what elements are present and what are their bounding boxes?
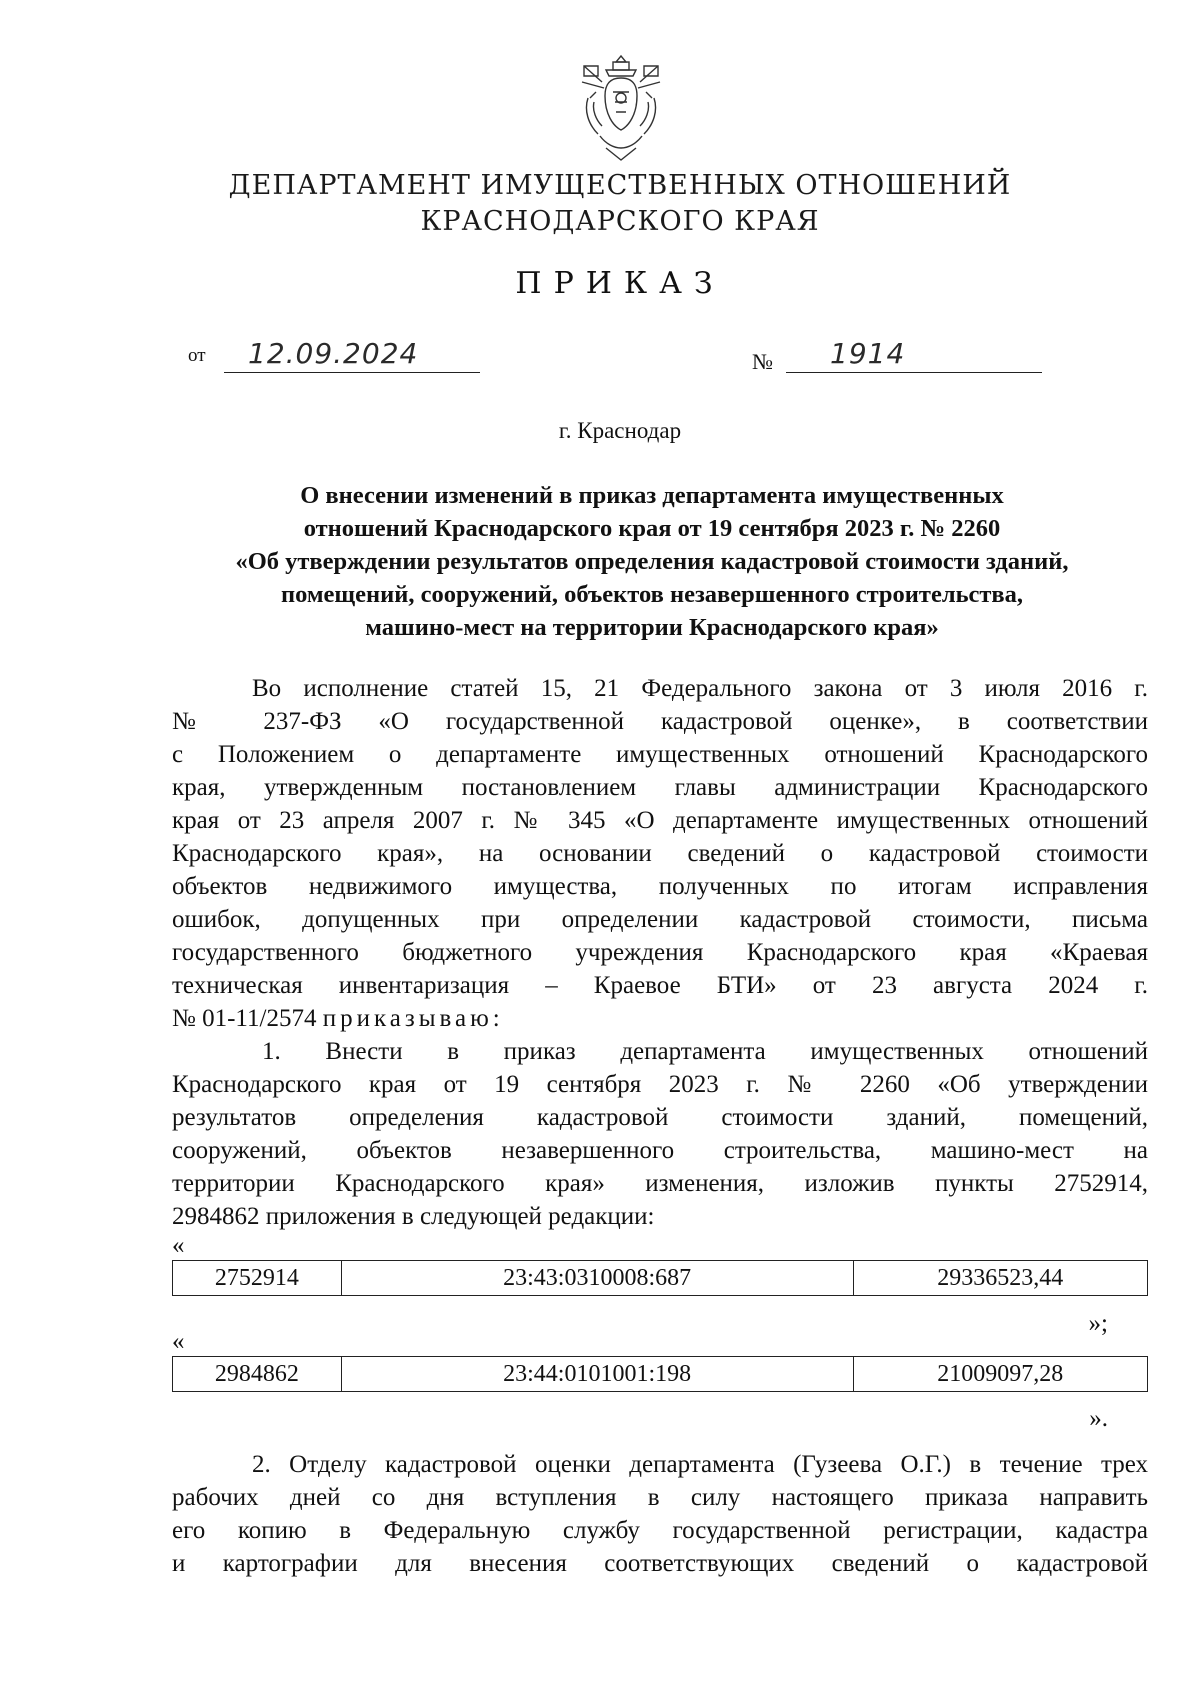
number-field [786,336,1042,373]
city-name: г. Краснодар [558,418,682,443]
department-name-line2: КРАСНОДАРСКОГО КРАЯ [420,206,820,237]
cadastral-value-cell: 29336523,44 [853,1261,1147,1296]
text-line: Краснодарского края», на основании сведений о кадастровой стоимости [172,840,1148,867]
quote-close-1: »; [1088,1310,1108,1337]
text-line: территории Краснодарского края» изменения, изложив пункты 2752914, [172,1170,1148,1197]
item-number-cell: 2984862 [173,1357,342,1392]
amendment-table-2 [172,1356,1148,1392]
cadastral-number-cell: 23:44:0101001:198 [341,1357,853,1392]
text-line: 2984862 приложения в следующей редакции: [172,1203,655,1230]
table-row [173,1357,1148,1392]
text-line: ошибок, допущенных при определении кадастровой стоимости, письма [172,906,1148,933]
table-row [173,1261,1148,1296]
letter-reference: № 01-11/2574 [172,1005,317,1032]
order-title-line: «Об утверждении результатов определения кадастровой стоимости зданий, [235,548,1069,575]
text-line: техническая инвентаризация – Краевое БТИ» от 23 августа 2024 г. [172,972,1148,999]
order-title-line: машино-мест на территории Краснодарского края» [365,614,939,641]
text-line: объектов недвижимого имущества, полученных по итогам исправления [172,873,1148,900]
text-line: результатов определения кадастровой стоимости зданий, помещений, [172,1104,1148,1131]
order-title-line: помещений, сооружений, объектов незавершенного строительства, [280,581,1024,608]
amendment-table-1 [172,1260,1148,1296]
text-line: государственного бюджетного учреждения Краснодарского края «Краевая [172,939,1148,966]
item-2-paragraph [172,1448,1148,1580]
text-line: Во исполнение статей 15, 21 Федерального закона от 3 июля 2016 г. [252,675,1148,702]
text-line: 2. Отделу кадастровой оценки департамента (Гузеева О.Г.) в течение трех [252,1451,1148,1478]
preamble-paragraph [172,672,1148,1035]
order-title [172,479,1132,644]
handwritten-number: 1914 [830,337,906,370]
text-line: его копию в Федеральную службу государственной регистрации, кадастра [172,1517,1148,1544]
date-field [224,336,480,373]
quote-open-2: « [172,1328,185,1355]
item-number-cell: 2752914 [173,1261,342,1296]
cadastral-value-cell: 21009097,28 [853,1357,1147,1392]
text-line: 1. Внести в приказ департамента имущественных отношений [262,1038,1148,1065]
text-line: и картографии для внесения соответствующих сведений о кадастровой [172,1550,1148,1577]
item-1-paragraph [172,1035,1148,1233]
cadastral-number-cell: 23:43:0310008:687 [341,1261,853,1296]
text-line: сооружений, объектов незавершенного строительства, машино-мест на [172,1137,1148,1164]
date-label: от [188,345,206,366]
text-line: № 237-ФЗ «О государственной кадастровой оценке», в соответствии [172,708,1148,735]
text-line [172,1002,1148,1035]
order-word: приказываю: [322,1005,504,1032]
quote-open-1: « [172,1232,185,1259]
order-title-line: отношений Краснодарского края от 19 сентября 2023 г. № 2260 [303,515,1001,542]
text-line: с Положением о департаменте имущественных отношений Краснодарского [172,741,1148,768]
text-line: края от 23 апреля 2007 г. № 345 «О департаменте имущественных отношений [172,807,1148,834]
document-type-title: ПРИКАЗ [515,266,725,301]
text-line: края, утвержденным постановлением главы администрации Краснодарского [172,774,1148,801]
quote-close-2: ». [1089,1405,1108,1432]
coat-of-arms-emblem [576,52,666,164]
text-line: Краснодарского края от 19 сентября 2023 г. № 2260 «Об утверждении [172,1071,1148,1098]
text-line: рабочих дней со дня вступления в силу настоящего приказа направить [172,1484,1148,1511]
department-name-line1: ДЕПАРТАМЕНТ ИМУЩЕСТВЕННЫХ ОТНОШЕНИЙ [228,170,1012,201]
handwritten-date: 12.09.2024 [248,337,419,370]
number-label: № [752,349,773,374]
order-title-line: О внесении изменений в приказ департамента имущественных [300,482,1004,509]
